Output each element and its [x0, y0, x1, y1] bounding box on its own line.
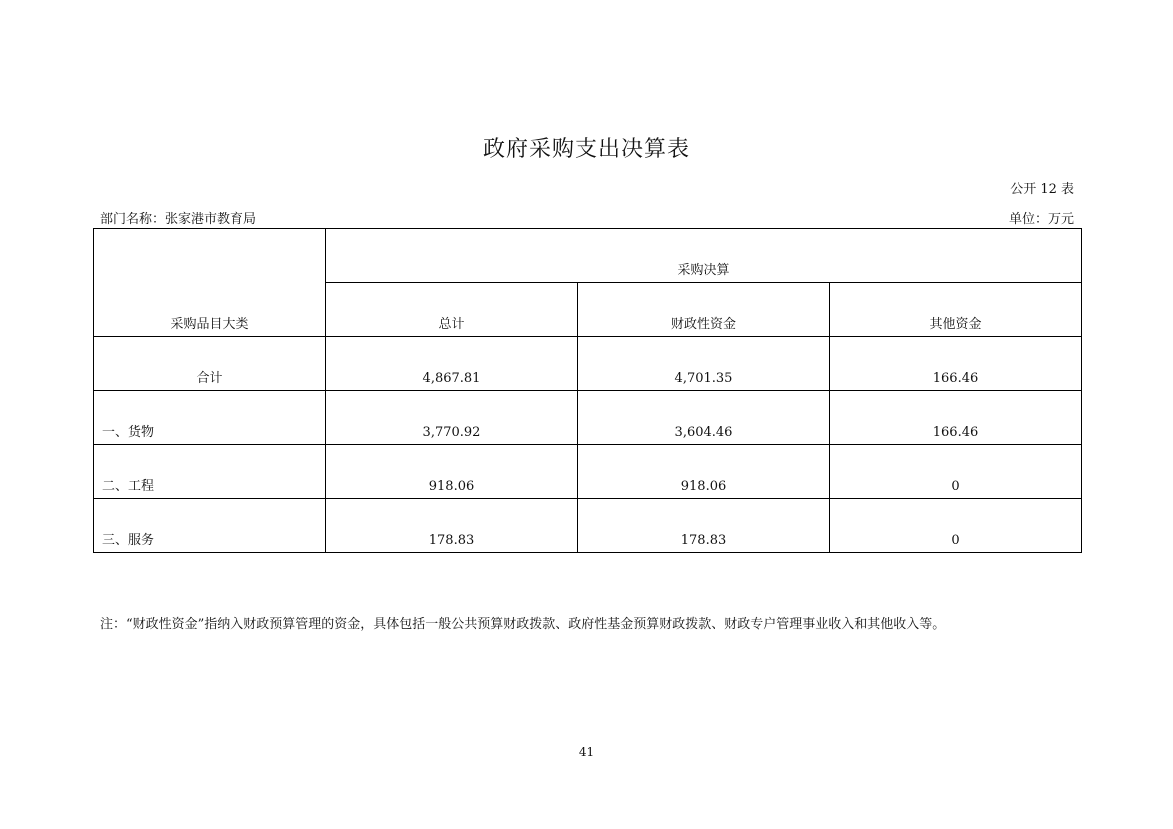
table-row: [94, 337, 1082, 391]
row-label: 一、货物: [94, 391, 326, 445]
table-row: [94, 445, 1082, 499]
group-header-cell: [326, 229, 1082, 283]
cell-other: 166.46: [830, 391, 1082, 445]
row-label: 二、工程: [94, 445, 326, 499]
column-header: 其他资金: [830, 283, 1082, 337]
cell-other: 0: [830, 445, 1082, 499]
table-row: [94, 391, 1082, 445]
unit-label: 单位：万元: [1008, 212, 1074, 227]
row-label: 合计: [94, 337, 326, 391]
cell-total: 918.06: [326, 445, 578, 499]
page-number: 41: [578, 745, 595, 759]
row-header-cell: [94, 229, 326, 337]
department-name: 部门名称：张家港市教育局: [100, 212, 257, 227]
column-header: 总计: [326, 283, 578, 337]
footnote: 注：“财政性资金”指纳入财政预算管理的资金，具体包括一般公共预算财政拨款、政府性基金预算财政拨款、财政专户管理事业收入和其他收入等。: [100, 617, 946, 632]
cell-total: 4,867.81: [326, 337, 578, 391]
cell-other: 0: [830, 499, 1082, 553]
group-header: 采购决算: [677, 263, 730, 278]
cell-fiscal: 918.06: [578, 445, 830, 499]
table-row: [94, 499, 1082, 553]
column-header: 财政性资金: [578, 283, 830, 337]
cell-other: 166.46: [830, 337, 1082, 391]
cell-total: 3,770.92: [326, 391, 578, 445]
cell-fiscal: 4,701.35: [578, 337, 830, 391]
form-number: 公开 12 表: [1010, 182, 1074, 197]
row-header: 采购品目大类: [170, 317, 249, 332]
cell-fiscal: 3,604.46: [578, 391, 830, 445]
page-title: 政府采购支出决算表: [482, 137, 690, 162]
cell-total: 178.83: [326, 499, 578, 553]
procurement-table: [93, 228, 1082, 553]
cell-fiscal: 178.83: [578, 499, 830, 553]
row-label: 三、服务: [94, 499, 326, 553]
